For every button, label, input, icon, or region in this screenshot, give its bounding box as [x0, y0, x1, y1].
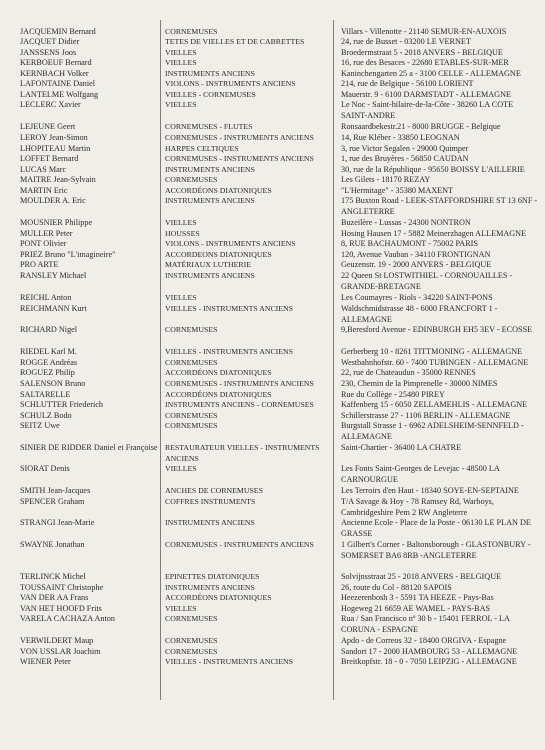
maker-name: SALENSON Bruno: [20, 379, 86, 388]
maker-address: 26, route du Col - 88120 SAPOIS: [341, 583, 452, 592]
instrument-types: CORNEMUSES: [165, 175, 218, 184]
maker-name: MOUSNIER Philippe: [20, 218, 93, 227]
maker-name: REICHMANN Kurt: [20, 304, 87, 313]
maker-name: LUCAS Marc: [20, 165, 67, 174]
maker-address: Broedermstraat 5 - 2018 ANVERS - BELGIQUE: [341, 48, 503, 57]
maker-address: 175 Buxton Road - LEEK-STAFFORDSHIRE ST 13 6NF - ANGLETERRE: [341, 196, 538, 216]
maker-name: ROGUEZ Philip: [20, 368, 75, 377]
maker-name: LAFONTAINE Daniel: [20, 79, 96, 88]
instrument-types: HOUSSES: [165, 229, 200, 238]
instrument-types: CORNEMUSES: [165, 421, 218, 430]
instrument-types: VIELLES: [165, 218, 197, 227]
maker-name: JACQUET Didier: [20, 37, 80, 46]
maker-address: 120, Avenue Vauban - 34110 FRONTIGNAN: [341, 250, 491, 259]
instrument-types: CORNEMUSES: [165, 614, 218, 623]
instrument-types: CORNEMUSES: [165, 411, 218, 420]
maker-address: Sandort 17 - 2000 HAMBOURG 53 - ALLEMAGNE: [341, 647, 518, 656]
maker-address: Solvijnsstraat 25 - 2018 ANVERS - BELGIQUE: [341, 572, 502, 581]
maker-address: Schillerstrasse 27 - 1106 BERLIN - ALLEMAGNE: [341, 411, 511, 420]
maker-name: LEJEUNE Geert: [20, 122, 76, 131]
instrument-types: VIELLES: [165, 464, 197, 473]
maker-address: Heezerenbosh 3 - 5591 TA HEEZE - Pays-Bas: [341, 593, 494, 602]
instrument-types: MATÉRIAUX LUTHERIE: [165, 260, 251, 269]
maker-name: KERBOEUF Bernard: [20, 58, 92, 67]
maker-name: SIORAT Denis: [20, 464, 70, 473]
instrument-types: CORNEMUSES: [165, 325, 218, 334]
instrument-types: TETES DE VIELLES ET DE CABRETTES: [165, 37, 305, 46]
maker-name: SMITH Jean-Jacques: [20, 486, 91, 495]
maker-name: RIEDEL Karl M.: [20, 347, 77, 356]
maker-name: STRANGI Jean-Marie: [20, 518, 95, 527]
instrument-types: RESTAURATEUR VIELLES - INSTRUMENTS ANCIENS: [165, 443, 320, 463]
instrument-types: VIELLES - INSTRUMENTS ANCIENS: [165, 657, 293, 666]
maker-name: LEROY Jean-Simon: [20, 133, 88, 142]
instrument-types: VIELLES: [165, 604, 197, 613]
maker-address: 16, rue des Besaces - 22680 ETABLES-SUR-MER: [341, 58, 509, 67]
maker-address: Le Noc - Saint-hilaire-de-la-Côte - 38260 LA COTE SAINT-ANDRE: [341, 100, 514, 120]
maker-name: PONT Olivier: [20, 239, 67, 248]
maker-address: Hogeweg 21 6659 AE WAMEL - PAYS-BAS: [341, 604, 491, 613]
maker-name: JANSSENS Joos: [20, 48, 77, 57]
maker-address: Les Gilets - 18170 REZAY: [341, 175, 431, 184]
maker-address: Westbahnhofstr. 60 - 7400 TUBINGEN - ALLEMAGNE: [341, 358, 529, 367]
instrument-types: VIELLES: [165, 58, 197, 67]
maker-address: Kaninchengarten 25 a - 3100 CELLE - ALLEMAGNE: [341, 69, 521, 78]
maker-address: Buzeilère - Lussas - 24300 NONTRON: [341, 218, 471, 227]
maker-name: SCHLUTTER Friederich: [20, 400, 103, 409]
maker-address: Breitkopfstr. 18 - 0 - 7050 LEIPZIG - ALLEMAGNE: [341, 657, 517, 666]
maker-address: 30, rue de la République - 95650 BOISSY L'AILLERIE: [341, 165, 525, 174]
maker-address: 1 Gilbert's Corner - Baltonsborough - GLASTONBURY - SOMERSET BA6 8RB -ANGLETERRE: [341, 540, 531, 560]
instrument-types: ANCHES DE CORNEMUSES: [165, 486, 263, 495]
maker-address: Les Terroirs d'en Haut - 18340 SOYE-EN-SEPTAINE: [341, 486, 519, 495]
instrument-types: INSTRUMENTS ANCIENS: [165, 518, 255, 527]
instrument-types: VIOLONS - INSTRUMENTS ANCIENS: [165, 79, 296, 88]
maker-name: RANSLEY Michael: [20, 271, 87, 280]
maker-address: Rue du Collège - 25480 PIREY: [341, 390, 445, 399]
maker-address: 14, Rue Kléber - 33850 LEOGNAN: [341, 133, 460, 142]
maker-name: LECLERC Xavier: [20, 100, 81, 109]
maker-name: SPENCER Graham: [20, 497, 85, 506]
maker-address: 24, rue de Busset - 03200 LE VERNET: [341, 37, 471, 46]
maker-name: LANTELME Wolfgang: [20, 90, 99, 99]
maker-name: VERWILDERT Maup: [20, 636, 94, 645]
instrument-types: INSTRUMENTS ANCIENS: [165, 583, 255, 592]
maker-address: Ancienne Ecole - Place de la Poste - 06130 LE PLAN DE GRASSE: [341, 518, 531, 538]
maker-address: 230, Chemin de la Pimprenelle - 30000 NIMES: [341, 379, 498, 388]
instrument-types: CORNEMUSES - FLUTES: [165, 122, 253, 131]
maker-name: SEITZ Uwe: [20, 421, 60, 430]
instrument-types: CORNEMUSES: [165, 27, 218, 36]
instrument-types: CORNEMUSES - INSTRUMENTS ANCIENS: [165, 540, 314, 549]
instrument-types: INSTRUMENTS ANCIENS - CORNEMUSES: [165, 400, 314, 409]
maker-name: PRO ARTE: [20, 260, 59, 269]
instrument-types: ACCORDÉONS DIATONIQUES: [165, 593, 272, 602]
maker-name: PRIEZ Bruno "L'imagineire": [20, 250, 116, 259]
maker-name: SCHULZ Bodo: [20, 411, 72, 420]
maker-address: Mauerstr. 9 - 6100 DARMSTADT - ALLEMAGNE: [341, 90, 511, 99]
maker-name: MULLER Peter: [20, 229, 73, 238]
maker-name: SWAYNE Jonathan: [20, 540, 85, 549]
maker-address: T/A Savage & Hoy - 78 Ramsey Rd, Warboys, Cambridgeshire Pem 2 RW Angleterre: [341, 497, 494, 517]
instrument-types: VIELLES: [165, 100, 197, 109]
maker-name: REICHL Anton: [20, 293, 72, 302]
instrument-types: ACCORDÉONS DIATONIQUES: [165, 186, 272, 195]
instrument-types: ACCORDÉONS DIATONIQUES: [165, 390, 272, 399]
instrument-types: CORNEMUSES - INSTRUMENTS ANCIENS: [165, 154, 314, 163]
maker-address: Les Coumayres - Riols - 34220 SAINT-PONS: [341, 293, 493, 302]
maker-name: VAN HET HOOFD Frits: [20, 604, 102, 613]
maker-address: Villars - Villenotte - 21140 SEMUR-EN-AUXOIS: [341, 27, 507, 36]
maker-address: Geuzenstr. 19 - 2000 ANVERS - BELGIQUE: [341, 260, 492, 269]
maker-name: TERLINCK Michel: [20, 572, 86, 581]
maker-address: 22, rue de Chateaudun - 35000 RENNES: [341, 368, 476, 377]
instrument-types: CORNEMUSES: [165, 636, 218, 645]
maker-name: MAITRE Jean-Sylvain: [20, 175, 96, 184]
maker-address: Rua / San Francisco nº 30 b - 15401 FERROL - LA CORUNA - ESPAGNE: [341, 614, 510, 634]
instrument-types: CORNEMUSES - INSTRUMENTS ANCIENS: [165, 133, 314, 142]
column-divider: [333, 20, 334, 700]
maker-address: Kaffenberg 15 - 6050 ZELLAMEHLIS - ALLEMAGNE: [341, 400, 528, 409]
maker-address: Hosing Hausen 17 - 5882 Meinerzhagen ALLEMAGNE: [341, 229, 527, 238]
maker-address: "L'Hermitage" - 35380 MAXENT: [341, 186, 454, 195]
maker-name: MARTIN Eric: [20, 186, 68, 195]
column-divider: [160, 20, 161, 700]
maker-address: Burgstall Strasse 1 - 6962 ADELSHEIM-SENNFELD - ALLEMAGNE: [341, 421, 524, 441]
maker-address: 214, rue de Belgique - 56100 LORIENT: [341, 79, 474, 88]
instrument-types: ACCORDÉONS DIATONIQUES: [165, 368, 272, 377]
instrument-types: HARPES CELTIQUES: [165, 144, 239, 153]
maker-address: 9,Beresford Avenue - EDINBURGH EH5 3EV - ECOSSE: [341, 325, 533, 334]
maker-name: VON USSLAR Joachim: [20, 647, 101, 656]
maker-name: VAN DER AA Frans: [20, 593, 89, 602]
instrument-types: COFFRES INSTRUMENTS: [165, 497, 256, 506]
instrument-types: INSTRUMENTS ANCIENS: [165, 69, 255, 78]
maker-name: TOUSSAINT Christophe: [20, 583, 104, 592]
maker-address: Apdo - de Correos 32 - 18400 ORGIVA - Espagne: [341, 636, 507, 645]
instrument-types: CORNEMUSES: [165, 647, 218, 656]
instrument-types: VIELLES - INSTRUMENTS ANCIENS: [165, 304, 293, 313]
maker-name: SINIER DE RIDDER Daniel et Françoise: [20, 443, 158, 452]
instrument-types: INSTRUMENTS ANCIENS: [165, 165, 255, 174]
maker-address: 22 Queen St LOSTWITHIEL - CORNOUAILLES - GRANDE-BRETAGNE: [341, 271, 513, 291]
instrument-types: VIELLES - INSTRUMENTS ANCIENS: [165, 347, 293, 356]
maker-address: Saint-Chartier - 36400 LA CHATRE: [341, 443, 462, 452]
maker-address: Les Fonts Saint-Georges de Levejac - 48500 LA CARNOURGUE: [341, 464, 500, 484]
instrument-types: CORNEMUSES - INSTRUMENTS ANCIENS: [165, 379, 314, 388]
instrument-types: VIELLES: [165, 48, 197, 57]
instrument-types: VIELLES - CORNEMUSES: [165, 90, 256, 99]
maker-address: 8, RUE BACHAUMONT - 75002 PARIS: [341, 239, 478, 248]
maker-name: LHOPITEAU Martin: [20, 144, 91, 153]
maker-name: RICHARD Nigel: [20, 325, 78, 334]
maker-name: SALTARELLE: [20, 390, 71, 399]
instrument-types: INSTRUMENTS ANCIENS: [165, 196, 255, 205]
maker-address: Waldschmidstrasse 48 - 6000 FRANCFORT 1 - ALLEMAGNE: [341, 304, 498, 324]
maker-address: Ronsaardbekestr.21 - 8000 BRUGGE - Belgique: [341, 122, 501, 131]
maker-name: MOULDER A. Eric: [20, 196, 86, 205]
maker-name: JACQUEMIN Bernard: [20, 27, 96, 36]
maker-name: KERNBACH Volker: [20, 69, 89, 78]
maker-name: LOFFET Bernard: [20, 154, 79, 163]
maker-address: 3, rue Victor Segalen - 29000 Quimper: [341, 144, 469, 153]
maker-name: WIENER Peter: [20, 657, 71, 666]
maker-address: Gerberberg 10 - 8261 TITTMONING - ALLEMAGNE: [341, 347, 523, 356]
instrument-types: VIELLES: [165, 293, 197, 302]
instrument-types: ACCORDEONS DIATONIQUES: [165, 250, 272, 259]
instrument-types: INSTRUMENTS ANCIENS: [165, 271, 255, 280]
instrument-types: CORNEMUSES: [165, 358, 218, 367]
instrument-types: EPINETTES DIATONIQUES: [165, 572, 260, 581]
maker-name: ROGGE Andréas: [20, 358, 78, 367]
maker-name: VARELA CACHAZA Anton: [20, 614, 115, 623]
instrument-types: VIOLONS - INSTRUMENTS ANCIENS: [165, 239, 296, 248]
maker-address: 1, rue des Bruyères - 56850 CAUDAN: [341, 154, 469, 163]
